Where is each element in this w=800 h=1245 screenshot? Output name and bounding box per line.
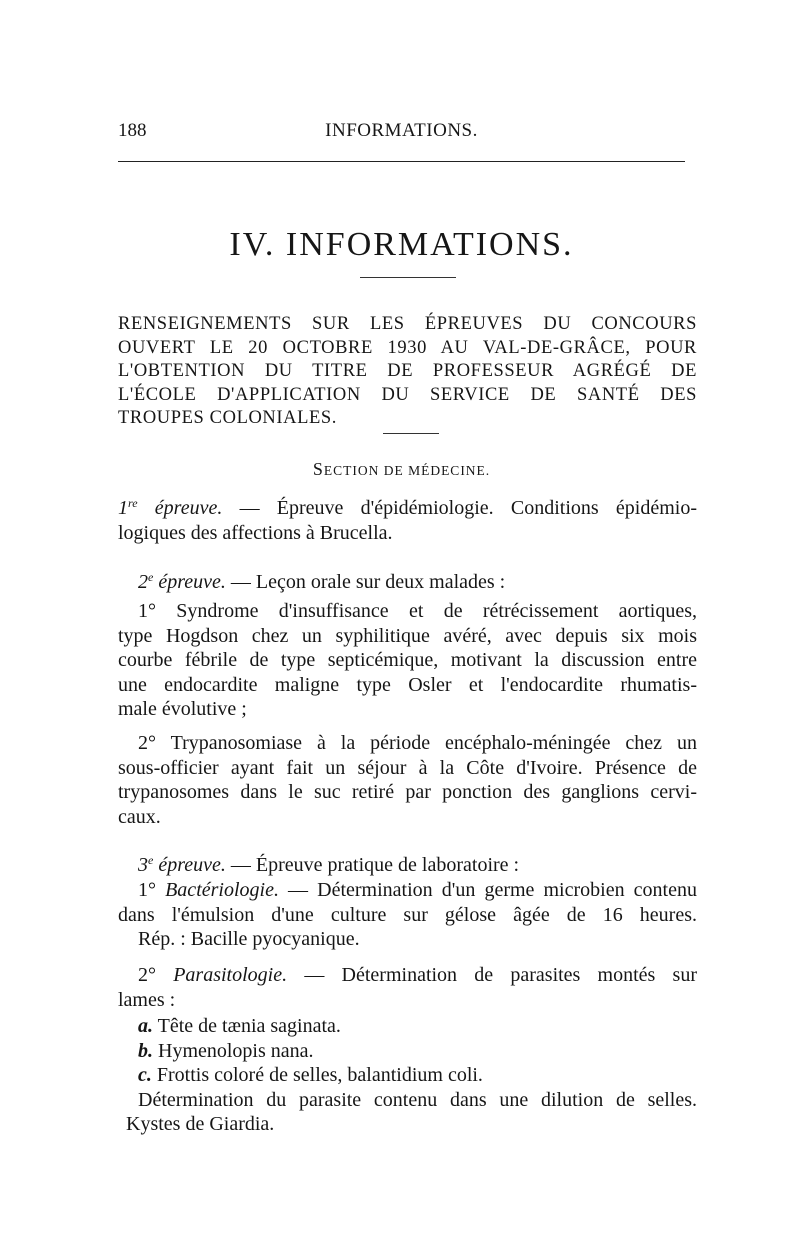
epreuve-1 xyxy=(118,491,697,545)
epreuve-3-line xyxy=(118,848,697,878)
list-item-text: Hymenolopis nana. xyxy=(153,1039,314,1062)
epreuve-3-sup: e xyxy=(148,853,154,867)
list-item-text: Tête de tænia saginata. xyxy=(153,1015,341,1037)
epreuve-1-line: logiques des affections à Brucella. xyxy=(118,521,393,544)
epreuve-2-case-1 xyxy=(118,599,697,722)
parasitology-items xyxy=(118,1014,697,1137)
case-1-line: male évolutive ; xyxy=(118,698,247,720)
title-rule xyxy=(360,277,456,278)
list-item xyxy=(118,1039,697,1064)
notice-heading-line: RENSEIGNEMENTS SUR LES ÉPREUVES DU CONCOURS xyxy=(118,314,697,334)
bacteriology-answer: Rép. : Bacille pyocyanique. xyxy=(138,928,360,950)
notice-heading-line: OUVERT LE 20 OCTOBRE 1930 AU VAL-DE-GRÂCE, POUR xyxy=(118,337,697,358)
list-item-letter: c. xyxy=(138,1064,152,1086)
final-line: Détermination du parasite contenu dans une dilution de selles. xyxy=(138,1088,697,1111)
list-item-letter: b. xyxy=(138,1039,153,1062)
epreuve-2 xyxy=(118,565,697,595)
epreuve-3-num: 3 xyxy=(138,854,148,876)
bacteriology-block xyxy=(118,878,697,952)
parasitology-num: 2° xyxy=(138,964,174,986)
section-heading-initial: S xyxy=(312,459,324,479)
case-1-line: 1° Syndrome d'insuffisance et de rétrécissement aortiques, xyxy=(138,600,697,622)
epreuve-3-label: épreuve. xyxy=(153,854,226,876)
chapter-title: IV. INFORMATIONS. xyxy=(229,226,574,263)
parasitology-block xyxy=(118,963,697,1012)
header-rule xyxy=(118,161,685,162)
case-1-line: une endocardite maligne type Osler et l'endocardite rhumatis- xyxy=(118,673,697,696)
bacteriology-label: Bactériologie. xyxy=(165,879,279,901)
epreuve-1-num: 1 xyxy=(118,497,128,519)
parasitology-line xyxy=(118,963,697,988)
case-2-line: trypanosomes dans le suc retiré par ponction des ganglions cervi- xyxy=(118,781,697,803)
section-heading-rest: ECTION DE MÉDECINE. xyxy=(323,463,491,478)
epreuve-2-sup: e xyxy=(148,570,154,584)
notice-heading-line: L'OBTENTION DU TITRE DE PROFESSEUR AGRÉGÉ DE xyxy=(118,361,697,381)
case-2-line: sous-officier ayant fait un séjour à la Côte d'Ivoire. Présence de xyxy=(118,756,697,779)
list-item-letter: a. xyxy=(138,1015,153,1037)
parasitology-label: Parasitologie. xyxy=(173,964,288,986)
running-title: INFORMATIONS. xyxy=(325,120,478,141)
case-1-line: courbe fébrile de type septicémique, motivant la discussion entre xyxy=(118,649,697,671)
heading-rule xyxy=(383,433,439,434)
epreuve-1-sup: re xyxy=(128,496,138,510)
epreuve-3 xyxy=(118,848,697,878)
parasitology-text: — Détermination de parasites montés sur xyxy=(287,964,697,986)
list-item-text: Frottis coloré de selles, balantidium coli. xyxy=(151,1064,483,1086)
running-head xyxy=(118,120,685,146)
bacteriology-text: — Détermination d'un germe microbien contenu xyxy=(278,879,697,901)
epreuve-1-text: — Épreuve d'épidémiologie. Conditions épidémio- xyxy=(222,497,697,519)
case-2-line: caux. xyxy=(118,805,161,828)
epreuve-1-line xyxy=(118,491,697,521)
epreuve-2-case-2 xyxy=(118,731,697,829)
section-heading xyxy=(118,459,685,480)
epreuve-2-line xyxy=(118,565,697,595)
epreuve-2-label: épreuve. xyxy=(153,571,226,593)
final-line: Kystes de Giardia. xyxy=(126,1113,275,1135)
list-item xyxy=(118,1063,697,1088)
case-1-line: type Hogdson chez un syphilitique avéré, avec depuis six mois xyxy=(118,624,697,647)
notice-heading xyxy=(118,313,697,431)
epreuve-1-label: épreuve. xyxy=(137,497,223,519)
epreuve-2-text: — Leçon orale sur deux malades : xyxy=(225,571,506,593)
bacteriology-num: 1° xyxy=(138,879,166,901)
bacteriology-line xyxy=(118,878,697,903)
epreuve-3-text: — Épreuve pratique de laboratoire : xyxy=(225,854,520,876)
parasitology-line: lames : xyxy=(118,988,176,1011)
notice-heading-line: TROUPES COLONIALES. xyxy=(118,408,338,428)
epreuve-2-num: 2 xyxy=(138,571,148,593)
bacteriology-line: dans l'émulsion d'une culture sur gélose âgée de 16 heures. xyxy=(118,903,697,926)
page-number: 188 xyxy=(118,120,147,141)
notice-heading-line: L'ÉCOLE D'APPLICATION DU SERVICE DE SANTÉ DES xyxy=(118,384,697,405)
case-2-line: 2° Trypanosomiase à la période encéphalo-méningée chez un xyxy=(138,732,697,754)
list-item xyxy=(118,1014,697,1039)
